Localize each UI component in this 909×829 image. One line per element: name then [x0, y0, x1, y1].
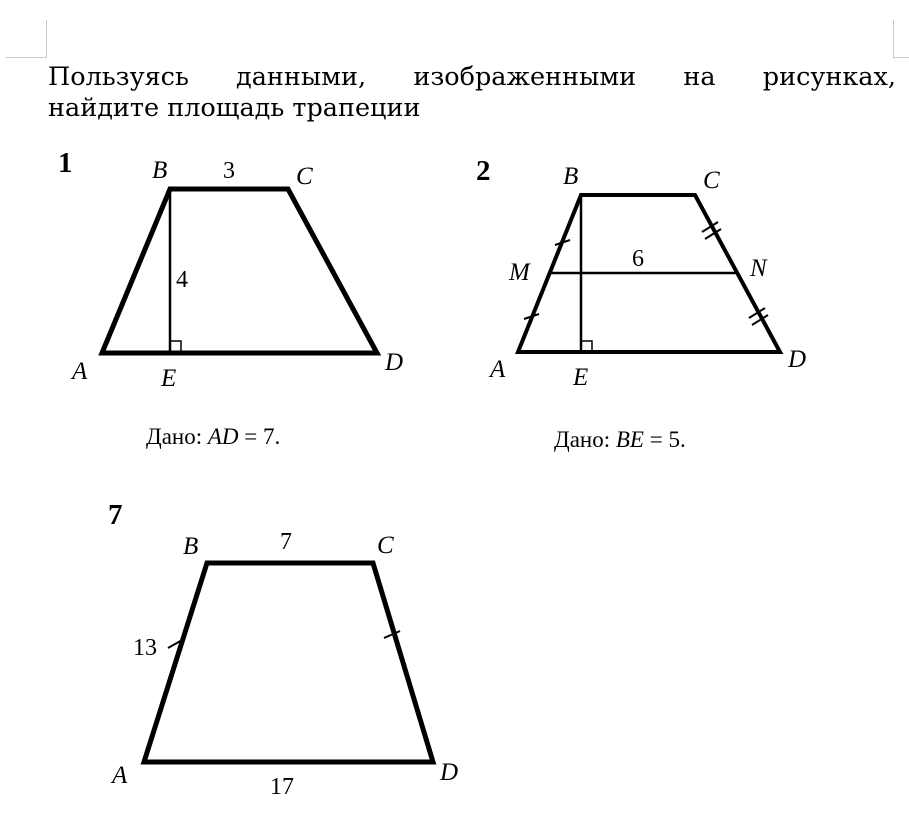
point-label-m: M: [509, 259, 530, 286]
figure-2: [476, 155, 806, 452]
right-angle-mark: [170, 341, 181, 352]
task-word: Пользуясь: [48, 62, 189, 92]
height-value-be: 4: [176, 267, 188, 293]
midline-value-mn: 6: [632, 246, 644, 272]
side-value-bc: 7: [280, 529, 292, 555]
given-value: = 5.: [643, 427, 686, 452]
task-word: на: [683, 62, 716, 92]
point-label-c: C: [296, 163, 313, 190]
given-condition: [146, 424, 280, 449]
point-label-b: B: [563, 163, 579, 190]
given-condition: [554, 427, 686, 452]
point-label-a: A: [490, 356, 506, 383]
point-label-c: C: [377, 532, 394, 559]
given-expression: BE: [615, 427, 644, 452]
task-word: рисунках,: [762, 62, 896, 92]
point-label-b: B: [152, 157, 168, 184]
side-value-bc: 3: [223, 158, 235, 184]
task-line-2: найдите площадь трапеции: [48, 93, 421, 123]
task-word: изображенными: [413, 62, 637, 92]
point-label-d: D: [385, 349, 404, 376]
figure-1: [58, 147, 403, 449]
point-label-d: D: [788, 346, 807, 373]
trapezoid-abcd: [144, 563, 433, 762]
point-label-a: A: [72, 358, 88, 385]
given-value: = 7.: [238, 424, 281, 449]
point-label-e: E: [573, 364, 589, 391]
point-label-d: D: [440, 759, 459, 786]
side-value-ab: 13: [133, 635, 157, 661]
figure-7: [108, 499, 458, 800]
side-value-ad: 17: [270, 774, 294, 800]
given-label: Дано:: [554, 427, 611, 452]
given-label: Дано:: [146, 424, 203, 449]
figure-number: 2: [476, 155, 491, 187]
point-label-e: E: [161, 365, 177, 392]
point-label-c: C: [703, 167, 720, 194]
figure-number: 1: [58, 147, 73, 179]
task-word: данными,: [236, 62, 367, 92]
point-label-b: B: [183, 533, 199, 560]
given-expression: AD: [207, 424, 239, 449]
point-label-n: N: [750, 255, 767, 282]
trapezoid-abcd: [102, 189, 377, 353]
figure-number: 7: [108, 499, 123, 531]
point-label-a: A: [112, 762, 128, 789]
